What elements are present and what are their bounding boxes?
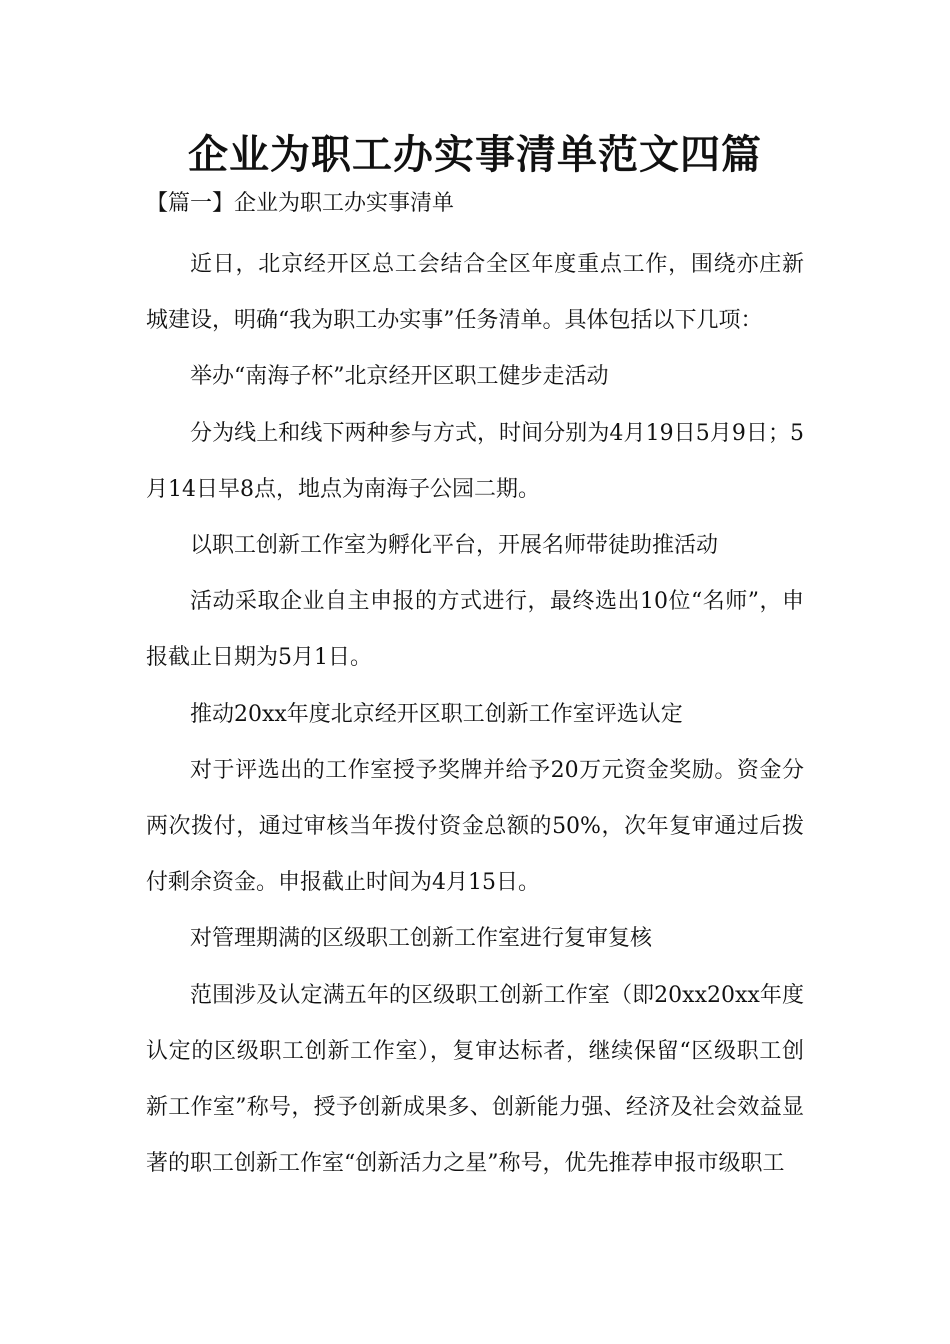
paragraph: 对管理期满的区级职工创新工作室进行复审复核 (190, 926, 653, 952)
paragraph: 范围涉及认定满五年的区级职工创新工作室（即20xx20xx年度认定的区级职工创新工作室），复审达标者，继续保留“区级职工创新工作室”称号，授予创新成果多、创新能力强、经济及社会效益显著的职工创新工作室“创新活力之星”称号，优先推荐申报市级职工 (146, 982, 804, 1177)
paragraph: 以职工创新工作室为孵化平台，开展名师带徒助推活动 (190, 533, 719, 559)
paragraph: 推动20xx年度北京经开区职工创新工作室评选认定 (190, 701, 683, 727)
document-body (146, 237, 804, 1192)
paragraph: 举办“南海子杯”北京经开区职工健步走活动 (190, 364, 609, 390)
paragraph: 近日，北京经开区总工会结合全区年度重点工作，围绕亦庄新城建设，明确“我为职工办实事”任务清单。具体包括以下几项： (146, 252, 804, 334)
section-heading: 【篇一】企业为职工办实事清单 (146, 191, 455, 216)
document-title: 企业为职工办实事清单范文四篇 (188, 130, 762, 178)
paragraph: 对于评选出的工作室授予奖牌并给予20万元资金奖励。资金分两次拨付，通过审核当年拨付资金总额的50%，次年复审通过后拨付剩余资金。申报截止时间为4月15日。 (146, 757, 804, 896)
paragraph: 分为线上和线下两种参与方式，时间分别为4月19日5月9日；5月14日早8点，地点为南海子公园二期。 (146, 420, 804, 502)
paragraph: 活动采取企业自主申报的方式进行，最终选出10位“名师”，申报截止日期为5月1日。 (146, 589, 804, 671)
